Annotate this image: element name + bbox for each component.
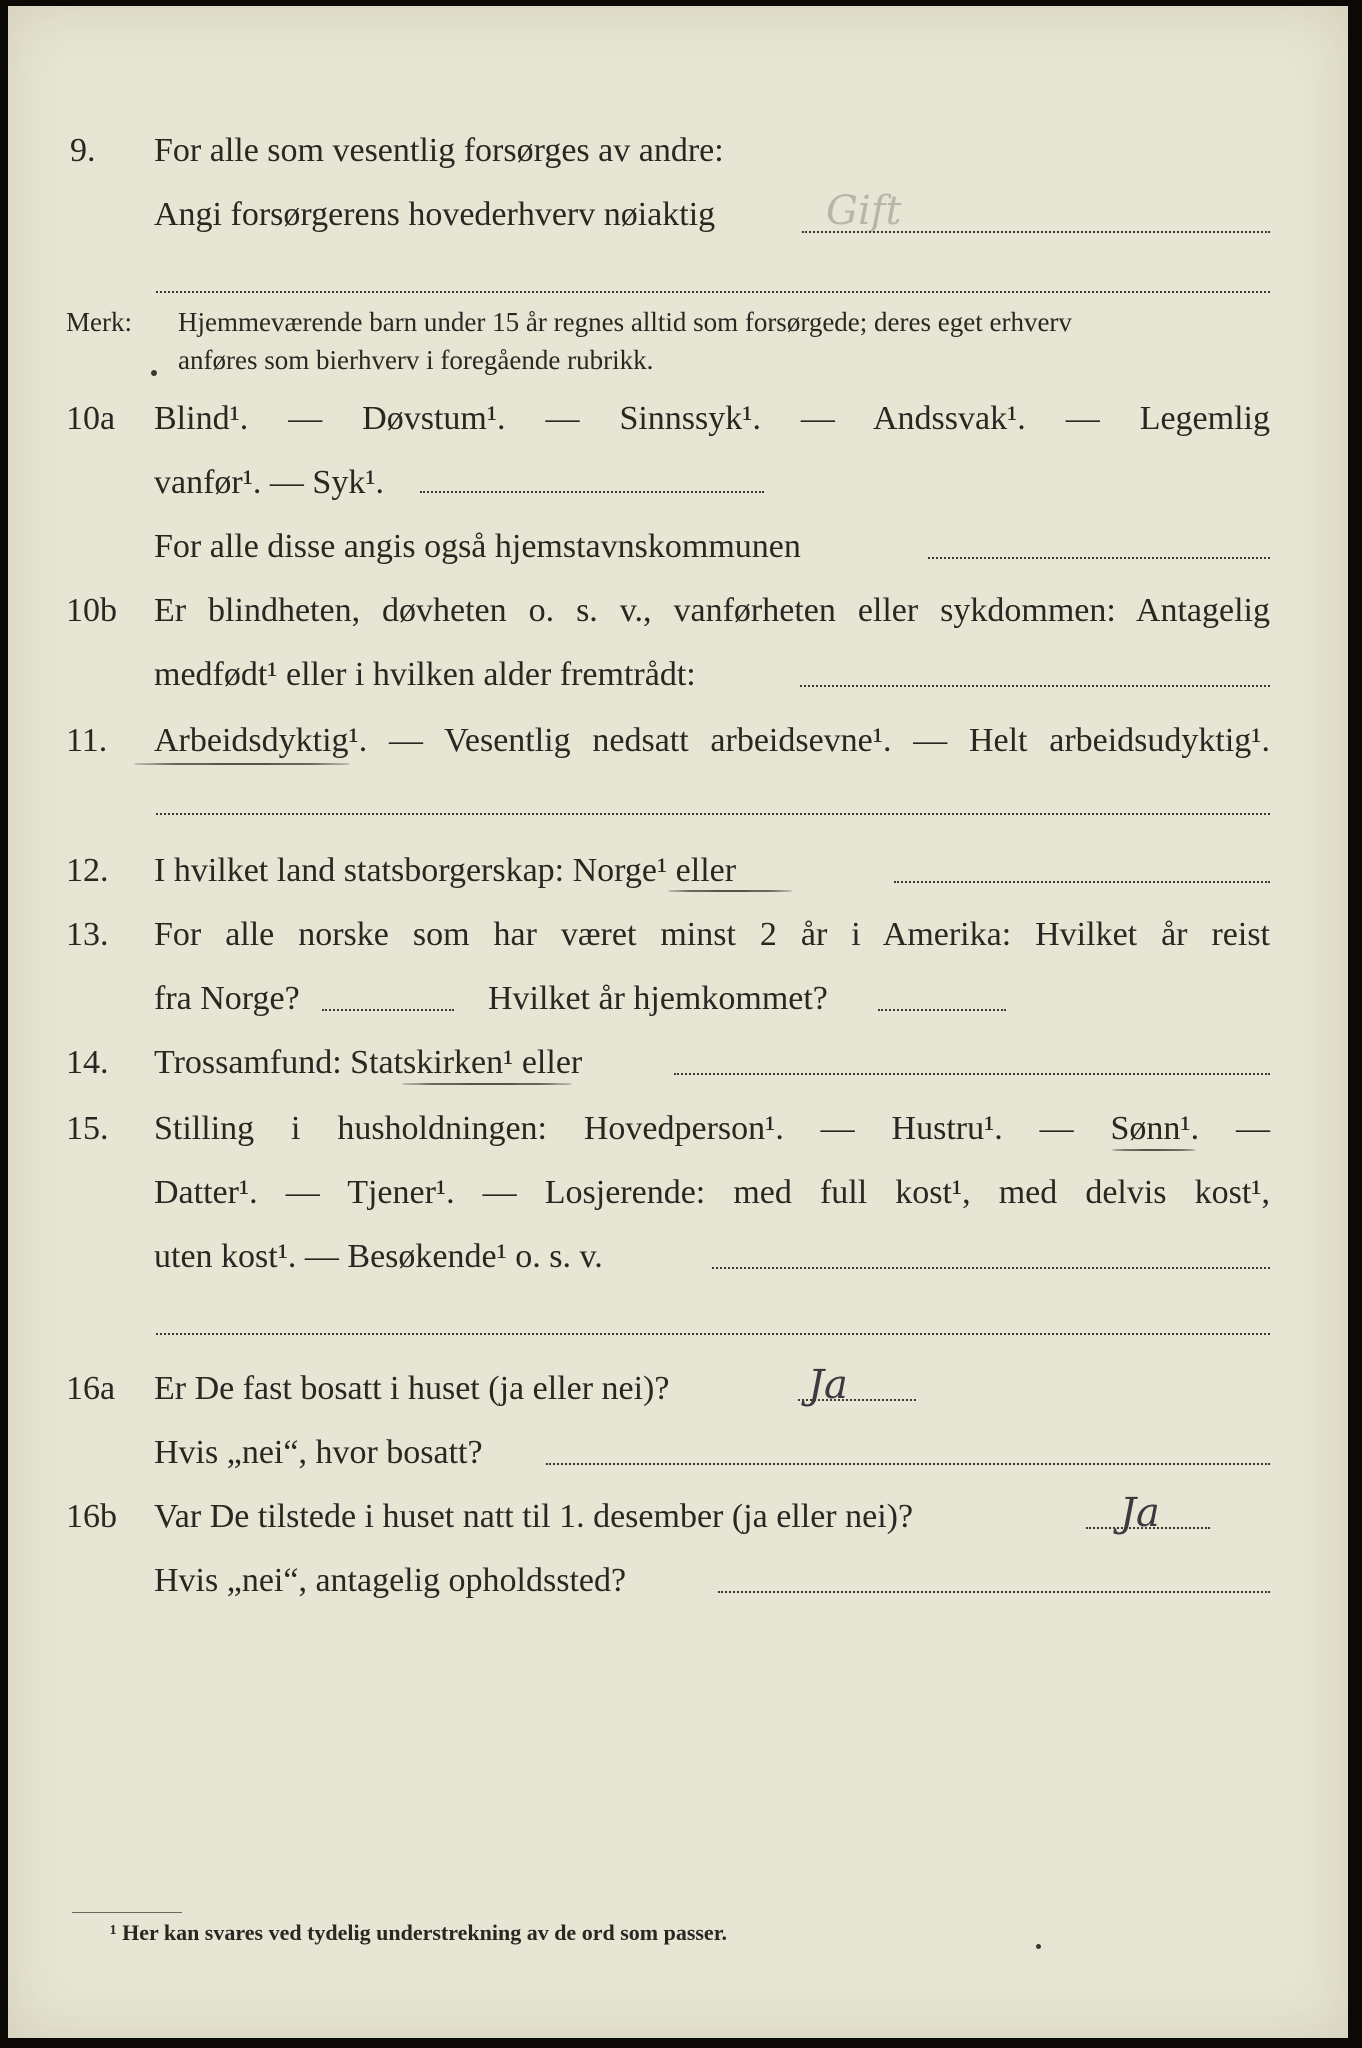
q13-return-year-line[interactable] [878,1009,1006,1011]
q16a-answer-line[interactable] [798,1399,916,1401]
q10b-text-2: medfødt¹ eller i hvilken alder fremtrådt: [154,656,696,693]
q10a-text-1: Blind¹. — Døvstum¹. — Sinnssyk¹. — Andssvak¹. — Legemlig [154,400,1270,437]
q10a-line2 [0,458,1362,508]
q16b-line2 [0,1556,1362,1606]
q10a-text-2: vanfør¹. — Syk¹. [154,464,385,501]
q12-answer-line[interactable] [894,881,1270,883]
q11-line1 [0,716,1362,766]
q9-handwritten-answer: Gift [826,188,902,234]
merk-line2 [0,341,1362,379]
q15-text-3: uten kost¹. — Besøkende¹ o. s. v. [154,1238,603,1275]
q16a-residence-line[interactable] [546,1463,1270,1465]
merk-text-2: anføres som bierhverv i foregående rubrikk. [178,345,654,375]
q15-answer-line[interactable] [712,1267,1270,1269]
q14-ink-underline [402,1083,572,1085]
q14-text-1: Trossamfund: Statskirken¹ eller [154,1044,583,1081]
q15-answer-line-2[interactable] [156,1333,1270,1335]
q16a-number: 16a [66,1370,116,1407]
q13-number: 13. [66,916,109,953]
merk-text-1: Hjemmeværende barn under 15 år regnes alltid som forsørgede; deres eget erhverv [178,307,1072,337]
q9-answer-line[interactable] [802,231,1270,233]
q16a-text-2: Hvis „nei“, hvor bosatt? [154,1434,483,1471]
q16b-whereabouts-line[interactable] [718,1591,1270,1593]
q12-text-1: I hvilket land statsborgerskap: Norge¹ eller [154,852,737,889]
q10b-text-1: Er blindheten, døvheten o. s. v., vanførheten eller sykdommen: Antagelig [154,592,1270,629]
footnote: ¹ Her kan svares ved tydelig understrekning av de ord som passer. [110,1920,727,1945]
q9-text-2: Angi forsørgerens hovederhverv nøiaktig [154,196,716,233]
q13-line2 [0,974,1362,1024]
q11-ink-underline [134,763,350,765]
q16b-text-2: Hvis „nei“, antagelig opholdssted? [154,1562,627,1599]
q10a-line1 [0,394,1362,444]
q16b-number: 16b [66,1498,117,1535]
q16b-text-1: Var De tilstede i huset natt til 1. desember (ja eller nei)? [154,1498,914,1535]
q14-line1 [0,1038,1362,1088]
q13-line1 [0,910,1362,960]
q9-answer-line-2[interactable] [156,291,1270,293]
q13-text-2a: fra Norge? [154,980,300,1017]
q11-number: 11. [66,722,108,759]
q10b-line1 [0,586,1362,636]
q13-text-2b: Hvilket år hjemkommet? [488,980,828,1017]
q15-text-1: Stilling i husholdningen: Hovedperson¹. — Hustru¹. — Sønn¹. — [154,1110,1270,1147]
q15-line3 [0,1232,1362,1282]
q10b-line2 [0,650,1362,700]
q11-text-1: Arbeidsdyktig¹. — Vesentlig nedsatt arbeidsevne¹. — Helt arbeidsudyktig¹. [154,722,1270,759]
merk-label: Merk: [66,307,132,337]
q13-departure-year-line[interactable] [322,1009,454,1011]
q11-answer-line[interactable] [156,813,1270,815]
q10a-text-3: For alle disse angis også hjemstavnskommunen [154,528,801,565]
q10a-answer-line[interactable] [420,491,764,493]
q16a-text-1: Er De fast bosatt i huset (ja eller nei)? [154,1370,670,1407]
q9-line1 [0,126,1362,176]
q9-text-1: For alle som vesentlig forsørges av andre: [154,132,724,169]
q16b-handwritten-answer: Ja [1120,1490,1160,1536]
q16a-line2 [0,1428,1362,1478]
q10a-line3 [0,522,1362,572]
q15-text-2: Datter¹. — Tjener¹. — Losjerende: med full kost¹, med delvis kost¹, [154,1174,1270,1211]
q10a-hometown-line[interactable] [928,557,1270,559]
q12-line1 [0,846,1362,896]
q10a-number: 10a [66,400,116,437]
q15-line2 [0,1168,1362,1218]
ink-dot [151,370,157,376]
q14-number: 14. [66,1044,109,1081]
q13-text-1: For alle norske som har været minst 2 år i Amerika: Hvilket år reist [154,916,1270,953]
merk-line1 [0,303,1362,341]
q16a-handwritten-answer: Ja [808,1362,848,1408]
q12-number: 12. [66,852,109,889]
q14-answer-line[interactable] [674,1073,1270,1075]
footnote-rule [72,1912,182,1913]
q9-number: 9. [70,132,96,169]
q12-ink-underline [668,890,792,892]
ink-dot-2 [1036,1944,1041,1949]
q16b-answer-line[interactable] [1086,1527,1210,1529]
q15-number: 15. [66,1110,109,1147]
q15-ink-underline [1112,1149,1196,1151]
q15-line1 [0,1104,1362,1154]
q10b-answer-line[interactable] [800,685,1270,687]
q16a-line1 [0,1364,1362,1414]
q10b-number: 10b [66,592,117,629]
